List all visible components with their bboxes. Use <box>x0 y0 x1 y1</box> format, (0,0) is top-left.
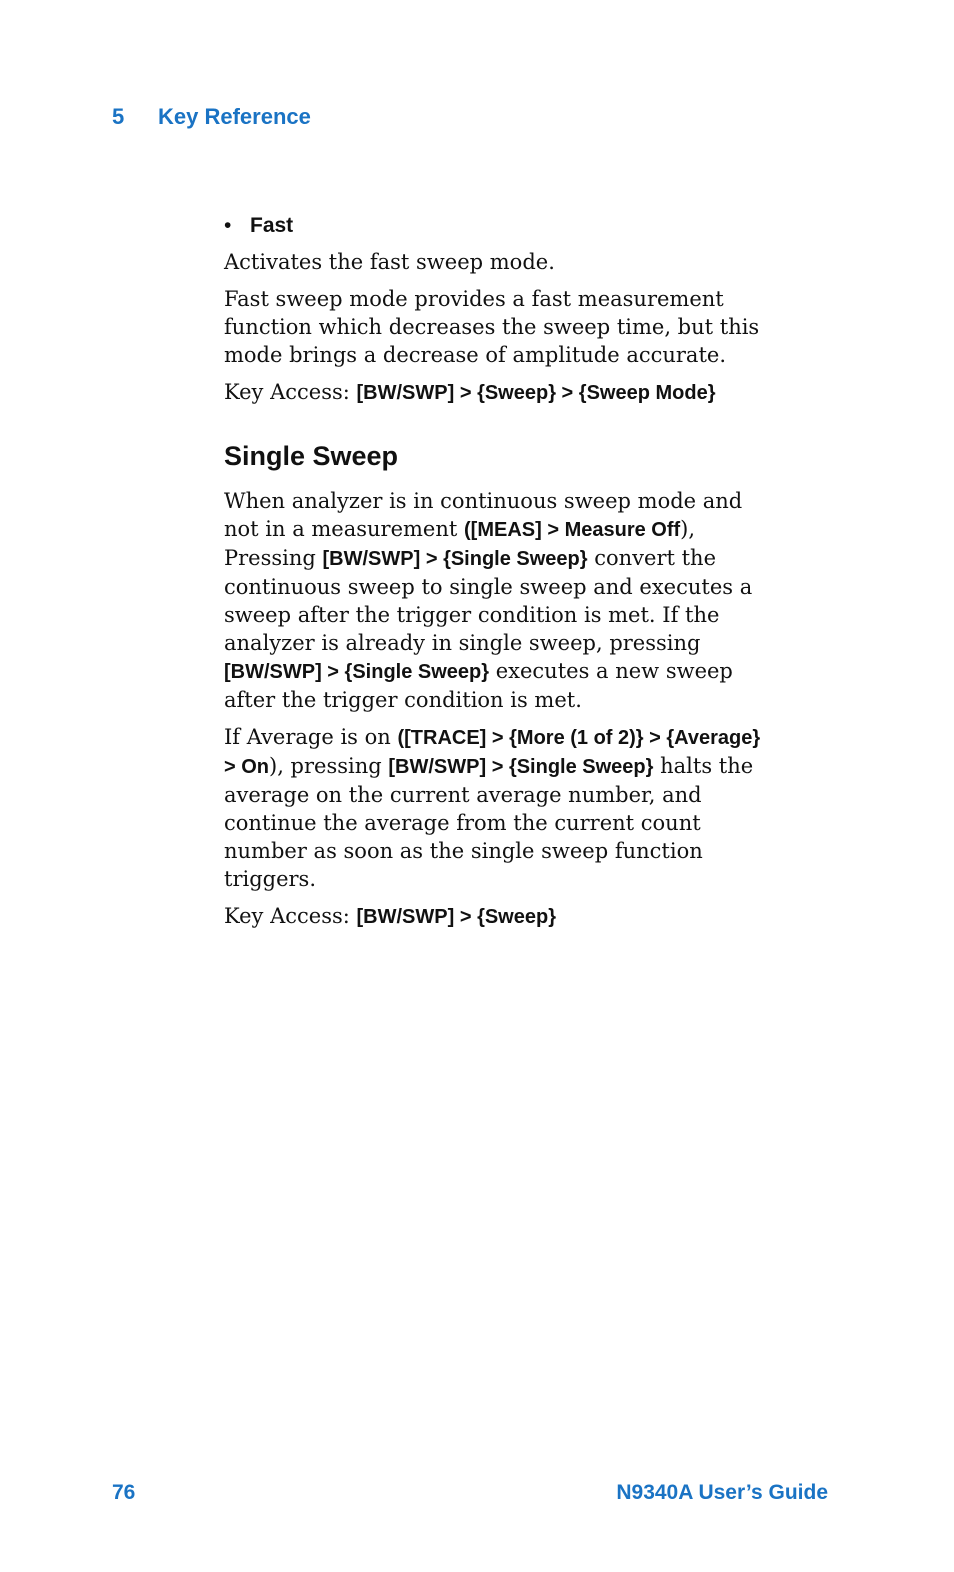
fast-detail-paragraph <box>224 285 826 369</box>
text-line: triggers. <box>224 867 316 891</box>
key-path: [BW/SWP] > {Single Sweep} <box>388 756 654 778</box>
text-run: If Average is on <box>224 725 398 749</box>
page-content <box>224 214 826 940</box>
key-path: [BW/SWP] > {Single Sweep} <box>224 661 490 683</box>
text-line <box>224 725 760 749</box>
bullet-marker: • <box>224 214 232 237</box>
fast-bullet-item <box>224 214 826 238</box>
single-sweep-paragraph-2 <box>224 723 826 893</box>
key-access-path: [BW/SWP] > {Sweep} <box>356 906 556 928</box>
fast-key-access <box>224 378 826 407</box>
key-path: ([TRACE] > {More (1 of 2)} > {Average} <box>397 727 761 749</box>
text-line <box>224 517 695 541</box>
chapter-title: Key Reference <box>158 104 311 129</box>
guide-title: N9340A User’s Guide <box>616 1481 828 1504</box>
text-line <box>224 546 716 570</box>
text-line <box>224 754 753 778</box>
text-line: mode brings a decrease of amplitude accurate. <box>224 343 726 367</box>
key-path: [BW/SWP] > {Single Sweep} <box>322 548 588 570</box>
text-line: analyzer is already in single sweep, pressing <box>224 631 701 655</box>
chapter-number: 5 <box>112 104 125 129</box>
text-run: ), <box>680 517 696 541</box>
key-access-label: Key Access: <box>224 380 357 404</box>
text-run: Pressing <box>224 546 323 570</box>
text-run: halts the <box>653 754 754 778</box>
fast-description <box>224 248 826 276</box>
text-line: function which decreases the sweep time, but this <box>224 315 760 339</box>
fast-title: Fast <box>250 214 294 237</box>
text-line: after the trigger condition is met. <box>224 688 582 712</box>
text-line: sweep after the trigger condition is met. If the <box>224 603 720 627</box>
text-run: convert the <box>587 546 717 570</box>
text-line: When analyzer is in continuous sweep mode and <box>224 489 743 513</box>
text-line: average on the current average number, and <box>224 783 702 807</box>
single-sweep-paragraph-1 <box>224 487 826 714</box>
page-number: 76 <box>112 1481 136 1504</box>
single-sweep-key-access <box>224 902 826 931</box>
text-line: number as soon as the single sweep function <box>224 839 703 863</box>
key-path: > On <box>224 756 270 778</box>
key-access-label: Key Access: <box>224 904 357 928</box>
text-line: Fast sweep mode provides a fast measurement <box>224 287 724 311</box>
running-header <box>112 104 311 130</box>
key-path: ([MEAS] > Measure Off <box>464 519 681 541</box>
text-line: continuous sweep to single sweep and executes a <box>224 575 753 599</box>
text-run: executes a new sweep <box>489 659 733 683</box>
text-line: continue the average from the current count <box>224 811 701 835</box>
text-run: not in a measurement <box>224 517 465 541</box>
section-heading-single-sweep: Single Sweep <box>224 441 399 471</box>
text-line: Activates the fast sweep mode. <box>224 250 555 274</box>
text-line <box>224 659 733 683</box>
key-access-path: [BW/SWP] > {Sweep} > {Sweep Mode} <box>356 382 716 404</box>
text-run: ), pressing <box>269 754 389 778</box>
